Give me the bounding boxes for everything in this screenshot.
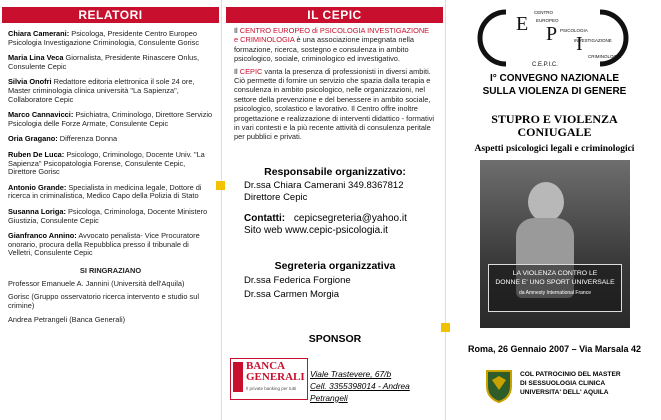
logo-abbr: C.E.P.I.C. xyxy=(532,62,558,68)
relatore-desc: Psicologa, Criminologa, Docente Ministero Giustizia, Consulente Cepic xyxy=(8,206,208,225)
intro-rest: è una associazione impegnata nella formazione, ricerca, sostegno e consulenza in ambito psicologico, sociale, criminologico ed investigativo. xyxy=(234,35,414,64)
cepic-header: IL CEPIC xyxy=(226,7,443,23)
contatti-web[interactable]: Sito web www.cepic-psicologia.it xyxy=(244,225,388,236)
yellow-marker-1 xyxy=(216,181,225,190)
relatore-name: Ruben De Luca: xyxy=(8,149,65,159)
relatore-name: Maria Lina Veca xyxy=(8,53,64,63)
ringraziamo-title: SI RINGRAZIANO xyxy=(79,265,142,275)
intro2-prefix: Il xyxy=(234,66,238,76)
logo-word-criminologia: CRIMINOLOGIA xyxy=(588,54,622,59)
relatore-name: Gianfranco Annino: xyxy=(8,231,77,241)
relatore-item xyxy=(0,135,221,144)
ringraziamo-list xyxy=(0,280,221,324)
relatore-desc: Specialista in medicina legale, Dottore di ricerca in criminalistica, Medico Capo della Polizia di Stato xyxy=(8,182,202,201)
relatore-name: Antonio Grande: xyxy=(8,182,67,192)
relatore-item xyxy=(0,151,221,177)
relatore-desc: Redattore editoria elettronica il sole 24 ore, Master criminologia clinica università "La Sapienza", Collaboratore Cepic xyxy=(8,77,195,104)
relatore-name: Oria Gragano: xyxy=(8,134,58,144)
relatore-item xyxy=(0,78,221,104)
relatore-item xyxy=(0,111,221,128)
logo-letter-i: I xyxy=(576,33,583,55)
contatti-heading: Contatti: xyxy=(244,213,286,224)
ringraziamo-item: Andrea Petrangeli (Banca Generali) xyxy=(8,314,126,324)
logo-word-psicologia: PSICOLOGIA xyxy=(560,28,588,33)
relatore-item xyxy=(0,54,221,71)
logo-tagline: Il private banking per tutti xyxy=(246,386,297,391)
relatore-desc: Avvocato penalista- Vice Procuratore onorario, procura della Repubblica presso il tribunale di Velletri, Consulente Cepic xyxy=(8,231,200,258)
cepic-intro xyxy=(224,23,445,64)
intro-red: CENTRO EUROPEO di PSICOLOGIA INVESTIGAZIONE e CRIMINOLOGIA xyxy=(234,26,430,45)
sponsor-address xyxy=(310,368,445,404)
logo-word-europeo: EUROPEO xyxy=(536,18,559,23)
photo-head-icon xyxy=(528,182,564,222)
sponsor-heading: SPONSOR xyxy=(308,333,362,345)
relatore-name: Silvia Onofri xyxy=(8,77,52,87)
responsabile-line-1: Dr.ssa Chiara Camerani 349.8367812 xyxy=(244,180,404,191)
ringraziamo-item: Gorisc (Gruppo osservatorio ricerca intervento e studio sul crimine) xyxy=(8,292,200,311)
patronage-3: UNIVERSITA' DELL' AQUILA xyxy=(520,389,609,396)
relatore-name: Susanna Loriga: xyxy=(8,206,66,216)
relatori-column xyxy=(0,0,222,420)
relatore-desc: Psicologa, Presidente Centro Europeo Psicologia Investigazione Criminologia, Consulente Gorisc xyxy=(8,29,200,47)
responsabile-line-2: Direttore Cepic xyxy=(244,192,308,203)
contatti-section xyxy=(224,213,446,237)
banca-generali-logo xyxy=(230,358,308,400)
logo-word-centro: CENTRO xyxy=(534,10,553,15)
event-column xyxy=(448,0,661,420)
photo-caption-1: LA VIOLENZA CONTRO LE xyxy=(512,270,598,277)
convegno-line-1: I° CONVEGNO NAZIONALE xyxy=(489,73,619,84)
event-title-2: CONIUGALE xyxy=(517,125,592,139)
event-title xyxy=(448,113,661,139)
relatore-name: Chiara Camerani: xyxy=(8,29,70,38)
responsabile-section xyxy=(224,166,446,204)
relatore-desc: Psicologo, Criminologo, Docente Univ. "La Sapienza" Psicopatologia Forense, Consulente Cepic, Direttore Gorisc xyxy=(8,149,205,177)
relatore-desc: Differenza Donna xyxy=(59,134,118,144)
patronage-2: DI SESSUOLOGIA CLINICA xyxy=(520,380,606,387)
intro2-red: CEPIC xyxy=(239,66,263,76)
relatore-item xyxy=(0,184,221,201)
patronage xyxy=(520,370,621,397)
relatore-desc: Psichiatra, Criminologo, Direttore Servizio Psicologia delle Forze Armate, Consulente Cepic xyxy=(8,110,213,128)
relatore-item xyxy=(0,30,221,47)
event-title-1: STUPRO E VIOLENZA xyxy=(491,112,618,126)
logo-word-1: BANCA xyxy=(246,360,286,372)
event-date-place: Roma, 26 Gennaio 2007 – Via Marsala 42 xyxy=(468,344,641,354)
relatore-item xyxy=(0,232,221,258)
relatore-item xyxy=(0,208,221,225)
photo-caption-box xyxy=(488,264,622,312)
intro2-rest: vanta la presenza di professionisti in diversi ambiti. Ciò permette di fornire un servizio che spazia dalla terapia e consulenza in ambito psicologico, nelle organizzazioni, nel settore della prevenzione e del benessere in ambito sociale, psicologico, scolastico e lavorativo. Il Centro offre inoltre progettazione e realizzazione di interventi didattico - formativi in vari contesti e la più recente attività di consulenza peritale per pubblici e privati. xyxy=(234,66,435,142)
sponsor-address-1: Viale Trastevere, 67/b xyxy=(310,369,392,379)
segreteria-section xyxy=(224,260,446,301)
logo-letter-p: P xyxy=(546,23,558,45)
relatori-list xyxy=(0,30,221,258)
cepic-logo xyxy=(476,6,636,70)
convegno-title xyxy=(448,72,661,98)
segreteria-line-2: Dr.ssa Carmen Morgia xyxy=(244,289,340,300)
logo-bar-icon xyxy=(233,362,243,392)
patronage-1: COL PATROCINIO DEL MASTER xyxy=(520,371,621,378)
intro-prefix: Il xyxy=(234,26,238,35)
contatti-email[interactable]: cepicsegreteria@yahoo.it xyxy=(293,213,407,224)
logo-c-icon xyxy=(480,12,506,64)
cepic-column xyxy=(224,0,446,420)
sponsor-address-2: Cell. 3355398014 - Andrea Petrangeli xyxy=(310,381,410,403)
logo-letter-e: E xyxy=(516,13,529,35)
segreteria-heading: Segreteria organizzativa xyxy=(274,260,396,272)
event-photo xyxy=(480,160,630,328)
logo-word-investigazione: INVESTIGAZIONE xyxy=(574,38,612,43)
event-subtitle: Aspetti psicologici legali e criminologici xyxy=(474,144,635,154)
photo-caption-2: DONNE E' UNO SPORT UNIVERSALE xyxy=(495,279,615,286)
segreteria-line-1: Dr.ssa Federica Forgione xyxy=(244,275,351,286)
photo-caption-3: da Amnesty International France xyxy=(519,290,591,296)
logo-word-2: GENERALI xyxy=(246,371,305,383)
relatori-header: RELATORI xyxy=(2,7,219,23)
university-crest-icon xyxy=(484,368,514,404)
relatore-desc: Giornalista, Presidente Rinascere Onlus, Consulente Cepic xyxy=(8,53,200,71)
ringraziamo-item: Professor Emanuele A. Jannini (Università dell'Aquila) xyxy=(8,278,185,288)
responsabile-heading: Responsabile organizzativo: xyxy=(264,166,406,178)
cepic-intro-2 xyxy=(224,64,445,142)
relatore-name: Marco Cannavicci: xyxy=(8,110,74,120)
convegno-line-2: SULLA VIOLENZA DI GENERE xyxy=(482,86,627,97)
